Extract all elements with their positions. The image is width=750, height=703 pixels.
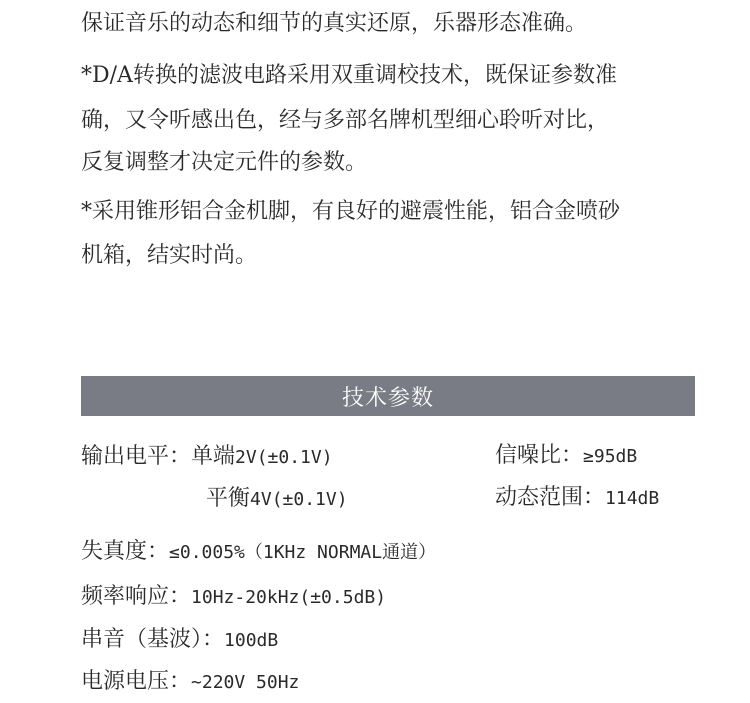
- spec-single-ended-value: 2V(±0.1V): [235, 447, 333, 468]
- spec-balanced-value: 4V(±0.1V): [250, 489, 348, 510]
- intro-line-3: 确，又令听感出色，经与多部名牌机型细心聆听对比，: [81, 108, 610, 133]
- spec-thd: [81, 539, 436, 565]
- spec-crosstalk-value: 100dB: [224, 630, 279, 651]
- spec-crosstalk: [81, 627, 278, 653]
- intro-line-4: 反复调整才决定元件的参数。: [81, 150, 368, 175]
- spec-dynamic-range: [495, 485, 659, 511]
- intro-line-2: *D/A转换的滤波电路采用双重调校技术，既保证参数准: [81, 63, 617, 88]
- spec-output-level-label: 输出电平：: [81, 444, 192, 469]
- section-title: 技术参数: [341, 385, 434, 411]
- spec-thd-label: 失真度：: [81, 539, 170, 564]
- spec-frequency-response-value: 10Hz-20kHz(±0.5dB): [191, 587, 387, 608]
- spec-thd-value: ≤0.005%（1KHz NORMAL通道）: [169, 542, 437, 563]
- spec-snr: [495, 443, 637, 469]
- intro-line-5: *采用锥形铝合金机脚，有良好的避震性能，铝合金喷砂: [81, 199, 621, 224]
- intro-line-1: 保证音乐的动态和细节的真实还原，乐器形态准确。: [81, 11, 588, 36]
- spec-power-supply: [81, 669, 299, 695]
- spec-crosstalk-label: 串音（基波）：: [81, 627, 225, 652]
- spec-frequency-response-label: 频率响应：: [81, 584, 192, 609]
- spec-snr-value: ≥95dB: [583, 446, 638, 467]
- intro-line-6: 机箱，结实时尚。: [81, 243, 258, 268]
- spec-frequency-response: [81, 584, 386, 610]
- spec-power-supply-label: 电源电压：: [81, 669, 192, 694]
- spec-section-header: [81, 376, 695, 416]
- spec-dynamic-range-label: 动态范围：: [495, 485, 606, 510]
- spec-single-ended-label: 单端: [191, 444, 236, 469]
- spec-balanced-label: 平衡: [206, 486, 251, 511]
- spec-output-balanced: [206, 486, 348, 512]
- spec-power-supply-value: ~220V 50Hz: [191, 672, 300, 693]
- spec-dynamic-range-value: 114dB: [605, 488, 660, 509]
- spec-snr-label: 信噪比：: [495, 443, 584, 468]
- spec-output-level: [81, 444, 333, 470]
